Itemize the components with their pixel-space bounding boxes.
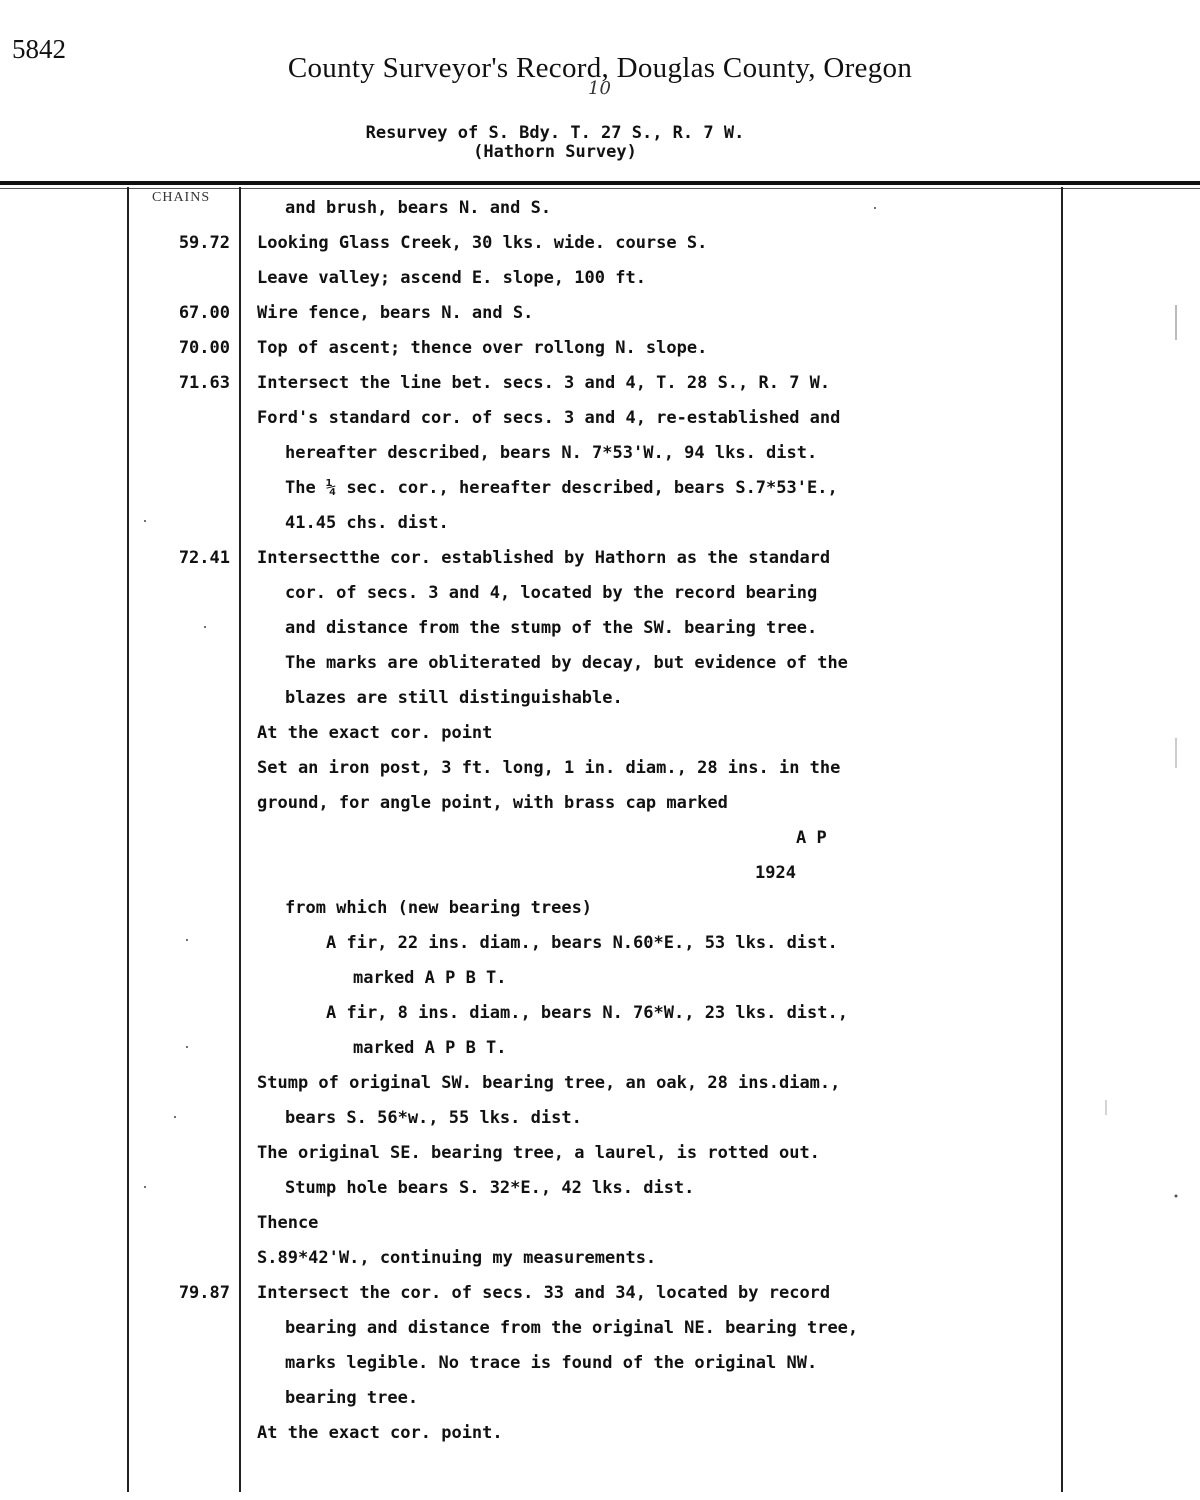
record-text: marked A P B T. <box>353 1038 507 1058</box>
record-row <box>0 1100 1200 1135</box>
chain-value: 71.63 <box>178 373 230 393</box>
record-row <box>0 715 1200 750</box>
brass-cap-marking: A P <box>796 828 827 848</box>
record-text: Looking Glass Creek, 30 lks. wide. course S. <box>257 233 708 253</box>
record-row <box>0 575 1200 610</box>
record-row <box>0 1205 1200 1240</box>
record-row <box>0 1240 1200 1275</box>
record-text: Intersect the line bet. secs. 3 and 4, T. 28 S., R. 7 W. <box>257 373 831 393</box>
record-row <box>0 750 1200 785</box>
page-title: County Surveyor's Record, Douglas County, Oregon <box>287 52 913 84</box>
record-row <box>0 1310 1200 1345</box>
record-text: blazes are still distinguishable. <box>285 688 623 708</box>
subtitle-survey-name: (Hathorn Survey) <box>473 142 637 162</box>
record-text: At the exact cor. point <box>257 723 493 743</box>
header-rule <box>0 181 1200 185</box>
record-text: bears S. 56*w., 55 lks. dist. <box>285 1108 582 1128</box>
record-row <box>0 925 1200 960</box>
record-text: Leave valley; ascend E. slope, 100 ft. <box>257 268 646 288</box>
record-text: At the exact cor. point. <box>257 1423 503 1443</box>
record-text: Intersect the cor. of secs. 33 and 34, located by record <box>257 1283 831 1303</box>
record-text: from which (new bearing trees) <box>285 898 593 918</box>
record-text: Wire fence, bears N. and S. <box>257 303 534 323</box>
record-text: ground, for angle point, with brass cap marked <box>257 793 728 813</box>
record-text: Stump of original SW. bearing tree, an oak, 28 ins.diam., <box>257 1073 841 1093</box>
brass-cap-year: 1924 <box>755 863 796 883</box>
record-text: Thence <box>257 1213 319 1233</box>
record-row <box>0 995 1200 1030</box>
record-row <box>0 540 1200 575</box>
chain-value: 72.41 <box>178 548 230 568</box>
record-row <box>0 610 1200 645</box>
record-text: A fir, 22 ins. diam., bears N.60*E., 53 lks. dist. <box>326 933 838 953</box>
record-text: Stump hole bears S. 32*E., 42 lks. dist. <box>285 1178 695 1198</box>
record-text: and brush, bears N. and S. <box>285 198 552 218</box>
record-text: marks legible. No trace is found of the original NW. <box>285 1353 818 1373</box>
record-row <box>0 1345 1200 1380</box>
record-text: Ford's standard cor. of secs. 3 and 4, re-established and <box>257 408 841 428</box>
chain-value: 67.00 <box>178 303 230 323</box>
record-text: The ¼ sec. cor., hereafter described, bears S.7*53'E., <box>285 478 838 498</box>
chain-value: 70.00 <box>178 338 230 358</box>
record-text: hereafter described, bears N. 7*53'W., 94 lks. dist. <box>285 443 818 463</box>
record-row <box>0 820 1200 855</box>
record-text: A fir, 8 ins. diam., bears N. 76*W., 23 lks. dist., <box>326 1003 848 1023</box>
handwritten-page-number: 10 <box>588 78 611 99</box>
record-text: bearing and distance from the original NE. bearing tree, <box>285 1318 859 1338</box>
record-text: The marks are obliterated by decay, but evidence of the <box>285 653 848 673</box>
record-row <box>0 680 1200 715</box>
record-row <box>0 505 1200 540</box>
record-row <box>0 855 1200 890</box>
record-row <box>0 960 1200 995</box>
record-row <box>0 1030 1200 1065</box>
record-row <box>0 1380 1200 1415</box>
record-row <box>0 470 1200 505</box>
record-row <box>0 365 1200 400</box>
record-row <box>0 190 1200 225</box>
record-row <box>0 890 1200 925</box>
record-row <box>0 225 1200 260</box>
record-row <box>0 435 1200 470</box>
record-row <box>0 330 1200 365</box>
record-text: marked A P B T. <box>353 968 507 988</box>
header-rule-thin <box>0 188 1200 189</box>
record-text: The original SE. bearing tree, a laurel, is rotted out. <box>257 1143 820 1163</box>
record-text: S.89*42'W., continuing my measurements. <box>257 1248 657 1268</box>
record-row <box>0 645 1200 680</box>
record-text: Set an iron post, 3 ft. long, 1 in. diam., 28 ins. in the <box>257 758 841 778</box>
record-row <box>0 1415 1200 1450</box>
record-text: Top of ascent; thence over rollong N. slope. <box>257 338 708 358</box>
record-row <box>0 1170 1200 1205</box>
record-row <box>0 295 1200 330</box>
record-row <box>0 260 1200 295</box>
record-row <box>0 1275 1200 1310</box>
record-text: Intersectthe cor. established by Hathorn as the standard <box>257 548 831 568</box>
record-row <box>0 1065 1200 1100</box>
record-row <box>0 400 1200 435</box>
record-row <box>0 785 1200 820</box>
record-row <box>0 1135 1200 1170</box>
subtitle-resurvey: Resurvey of S. Bdy. T. 27 S., R. 7 W. <box>365 123 745 143</box>
chains-column-header: CHAINS <box>152 190 211 205</box>
record-text: and distance from the stump of the SW. bearing tree. <box>285 618 818 638</box>
chain-value: 59.72 <box>178 233 230 253</box>
record-text: bearing tree. <box>285 1388 419 1408</box>
record-text: 41.45 chs. dist. <box>285 513 449 533</box>
page-number: 5842 <box>12 34 66 64</box>
record-text: cor. of secs. 3 and 4, located by the record bearing <box>285 583 818 603</box>
chain-value: 79.87 <box>178 1283 230 1303</box>
